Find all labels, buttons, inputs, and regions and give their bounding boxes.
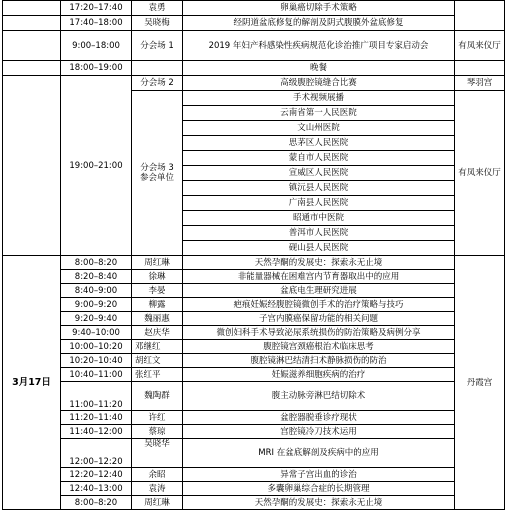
speaker-cell: 柳露 (132, 298, 183, 312)
table-row (3, 496, 505, 510)
table-row (3, 31, 505, 61)
speaker-cell: 余昭 (132, 468, 183, 482)
table-row (3, 354, 505, 368)
schedule-table (2, 0, 505, 510)
date-cell (3, 76, 61, 256)
session-cell: 分会场 2 (132, 76, 183, 91)
time-cell: 9:40–10:00 (61, 326, 132, 340)
date-cell (3, 31, 61, 61)
speaker-cell: 魏陶群 (132, 382, 183, 411)
speaker-cell: 徐琳 (132, 270, 183, 284)
table-row (3, 439, 505, 468)
time-cell: 19:00–21:00 (61, 76, 132, 256)
time-cell: 8:40–9:00 (61, 284, 132, 298)
speaker-cell: 吴晓华 (132, 439, 183, 468)
speaker-cell: 周红琳 (132, 256, 183, 270)
table-row (3, 482, 505, 496)
speaker-cell: 魏丽惠 (132, 312, 183, 326)
time-cell: 10:40–11:00 (61, 368, 132, 382)
time-cell: 18:00–19:00 (61, 61, 132, 76)
topic-cell: 经阴道盆底修复的解剖及阴式腹膜外盆底修复 (183, 16, 455, 31)
venue-cell: 有凤来仪厅 (455, 31, 505, 61)
time-cell: 17:20–17:40 (61, 1, 132, 16)
topic-cell: 2019 年妇产科感染性疾病规范化诊治推广项目专家启动会 (183, 31, 455, 61)
time-cell: 17:40–18:00 (61, 16, 132, 31)
unit-cell: 镇沅县人民医院 (183, 181, 455, 196)
table-row (3, 468, 505, 482)
table-row (3, 411, 505, 425)
topic-cell: 异常子宫出血的诊治 (183, 468, 455, 482)
table-row (3, 270, 505, 284)
session-cell: 分会场 1 (132, 31, 183, 61)
topic-cell: 腹主动脉旁淋巴结切除术 (183, 382, 455, 411)
time-cell: 11:20–11:40 (61, 411, 132, 425)
date-cell (3, 1, 61, 16)
topic-cell: 卵巢癌切除手术策略 (183, 1, 455, 16)
topic-cell: 盆腔器脱垂诊疗现状 (183, 411, 455, 425)
unit-cell: 普洱市人民医院 (183, 226, 455, 241)
topic-cell: 天然孕酮的发展史：探索永无止境 (183, 496, 455, 510)
time-cell: 11:40–12:00 (61, 425, 132, 439)
topic-cell: 高级腹腔镜缝合比赛 (183, 76, 455, 91)
speaker-cell: 袁涛 (132, 482, 183, 496)
date-cell (3, 61, 61, 76)
table-row (3, 256, 505, 270)
topic-cell: 宫腔镜冷刀技术运用 (183, 425, 455, 439)
time-cell: 12:00–12:20 (61, 439, 132, 468)
venue-cell: 丹霞宫 (455, 256, 505, 510)
speaker-cell: 张红平 (132, 368, 183, 382)
time-cell: 10:20–10:40 (61, 354, 132, 368)
topic-cell: 腹腔镜淋巴结清扫术静脉损伤的防治 (183, 354, 455, 368)
topic-cell: 晚餐 (183, 61, 455, 76)
topic-cell: 子宫内膜癌保留功能的相关问题 (183, 312, 455, 326)
unit-cell: 思茅区人民医院 (183, 136, 455, 151)
speaker-cell: 许红 (132, 411, 183, 425)
table-row (3, 1, 505, 16)
speaker-cell: 赵庆华 (132, 326, 183, 340)
time-cell: 9:00–18:00 (61, 31, 132, 61)
speaker-cell: 吴晓梅 (132, 16, 183, 31)
time-cell: 12:20–12:40 (61, 468, 132, 482)
topic-cell: 腹腔镜宫颈癌根治术临床思考 (183, 340, 455, 354)
table-row (3, 16, 505, 31)
unit-cell: 昭通市中医院 (183, 211, 455, 226)
table-row (3, 312, 505, 326)
topic-cell: MRI 在盆底解剖及疾病中的应用 (183, 439, 455, 468)
unit-cell: 手术视频展播 (183, 91, 455, 106)
topic-cell: 天然孕酮的发展史：探索永无止境 (183, 256, 455, 270)
venue-cell (455, 1, 505, 31)
table-row (3, 382, 505, 411)
table-row (3, 425, 505, 439)
topic-cell: 妊娠滋养细胞疾病的治疗 (183, 368, 455, 382)
speaker-cell (132, 61, 183, 76)
table-row (3, 298, 505, 312)
speaker-cell: 蔡琼 (132, 425, 183, 439)
unit-cell: 蒙自市人民医院 (183, 151, 455, 166)
time-cell: 9:00–9:20 (61, 298, 132, 312)
table-row (3, 368, 505, 382)
table-row (3, 76, 505, 91)
topic-cell: 微创妇科手术导致泌尿系统损伤的防治策略及病例分享 (183, 326, 455, 340)
table-row (3, 340, 505, 354)
session-cell: 分会场 3 参会单位 (132, 91, 183, 256)
time-cell: 11:00–11:20 (61, 382, 132, 411)
table-row (3, 284, 505, 298)
venue-cell: 有凤来仪厅 (455, 91, 505, 256)
speaker-cell: 袁勇 (132, 1, 183, 16)
venue-cell: 琴羽宫 (455, 76, 505, 91)
unit-cell: 砚山县人民医院 (183, 241, 455, 256)
time-cell: 8:20–8:40 (61, 270, 132, 284)
topic-cell: 多囊卵巢综合症的长期管理 (183, 482, 455, 496)
time-cell: 9:20–9:40 (61, 312, 132, 326)
speaker-cell: 周红琳 (132, 496, 183, 510)
unit-cell: 广南县人民医院 (183, 196, 455, 211)
time-cell: 8:00–8:20 (61, 256, 132, 270)
date-cell: 3月17日 (3, 256, 61, 510)
topic-cell: 疤痕妊娠经腹腔镜微创手术的治疗策略与技巧 (183, 298, 455, 312)
time-cell: 10:00–10:20 (61, 340, 132, 354)
topic-cell: 非能量器械在困难宫内节育器取出中的应用 (183, 270, 455, 284)
topic-cell: 盆底电生理研究进展 (183, 284, 455, 298)
unit-cell: 文山州医院 (183, 121, 455, 136)
speaker-cell: 胡红文 (132, 354, 183, 368)
speaker-cell: 邓继红 (132, 340, 183, 354)
table-row (3, 326, 505, 340)
table-row (3, 61, 505, 76)
time-cell: 8:00–8:20 (61, 496, 132, 510)
speaker-cell: 李晏 (132, 284, 183, 298)
unit-cell: 云南省第一人民医院 (183, 106, 455, 121)
date-cell (3, 16, 61, 31)
time-cell: 12:40–13:00 (61, 482, 132, 496)
venue-cell (455, 61, 505, 76)
unit-cell: 宣威区人民医院 (183, 166, 455, 181)
